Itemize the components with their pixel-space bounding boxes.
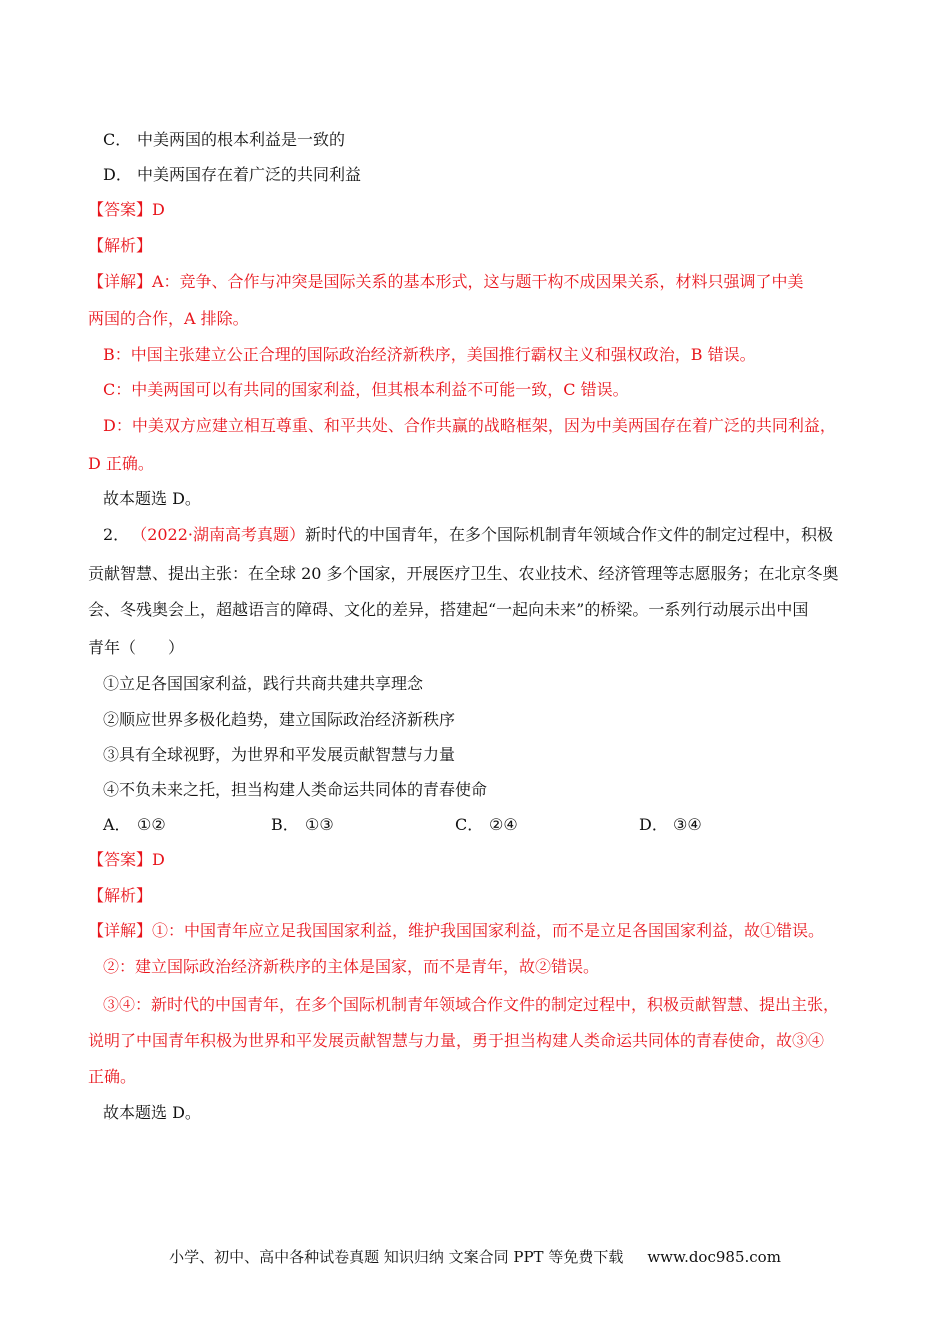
q2-detail-line: 【详解】①：中国青年应立足我国国家利益，维护我国国家利益，而不是立足各国国家利益，故①错误。: [88, 921, 825, 940]
q2-option-b: [271, 815, 334, 835]
option-letter: C．: [103, 130, 132, 149]
q1-analysis-heading: 【解析】: [88, 236, 153, 255]
q1-detail-line: D：中美双方应建立相互尊重、和平共处、合作共赢的战略框架，因为中美两国存在着广泛的共同利益，: [103, 416, 836, 435]
q2-statement: ①立足各国国家利益，践行共商共建共享理念: [103, 674, 424, 693]
option-text: ①③: [305, 815, 334, 834]
q2-detail-line: 正确。: [88, 1067, 137, 1086]
q2-stem-first-line: [103, 525, 878, 545]
q2-statement: ②顺应世界多极化趋势，建立国际政治经济新秩序: [103, 710, 456, 729]
q2-stem-line: 青年（ ）: [88, 638, 185, 657]
q2-stem-line: 会、冬残奥会上，超越语言的障碍、文化的差异，搭建起“一起向未来”的桥梁。一系列行动展示出中国: [88, 600, 809, 619]
option-letter: B．: [271, 815, 299, 834]
q1-conclusion: 故本题选 D。: [103, 489, 201, 508]
q2-detail-line: ②：建立国际政治经济新秩序的主体是国家，而不是青年，故②错误。: [103, 957, 600, 976]
q2-statement: ④不负未来之托，担当构建人类命运共同体的青春使命: [103, 780, 488, 799]
footer-text: 小学、初中、高中各种试卷真题 知识归纳 文案合同 PPT 等免费下载: [169, 1248, 624, 1266]
q1-detail-line: 两国的合作，A 排除。: [88, 309, 249, 328]
q2-option-c: [455, 815, 518, 835]
q2-option-d: [639, 815, 702, 835]
footer-url[interactable]: www.doc985.com: [647, 1248, 781, 1266]
option-text: ②④: [489, 815, 518, 834]
option-letter: A．: [103, 815, 131, 834]
q2-option-a: [103, 815, 166, 835]
q2-conclusion: 故本题选 D。: [103, 1103, 201, 1122]
q2-statement: ③具有全球视野，为世界和平发展贡献智慧与力量: [103, 745, 456, 764]
stem-text: 新时代的中国青年，在多个国际机制青年领域合作文件的制定过程中，积极: [305, 525, 834, 544]
q1-detail-line: B：中国主张建立公正合理的国际政治经济新秩序，美国推行霸权主义和强权政治，B 错误。: [103, 345, 756, 364]
q1-option-d: [103, 165, 878, 185]
q2-stem-line: 贡献智慧、提出主张：在全球 20 多个国家，开展医疗卫生、农业技术、经济管理等志愿服务；在北京冬奥: [88, 564, 839, 583]
q1-detail-line: D 正确。: [88, 454, 154, 473]
question-source: （2022·湖南高考真题）: [139, 525, 305, 544]
option-text: 中美两国的根本利益是一致的: [137, 130, 346, 149]
page-footer: [0, 1246, 950, 1267]
q2-detail-line: ③④：新时代的中国青年，在多个国际机制青年领域合作文件的制定过程中，积极贡献智慧、提出主张，: [103, 995, 840, 1014]
q2-detail-line: 说明了中国青年积极为世界和平发展贡献智慧与力量，勇于担当构建人类命运共同体的青春使命，故③④: [88, 1031, 825, 1050]
q1-detail-line: C：中美两国可以有共同的国家利益，但其根本利益不可能一致，C 错误。: [103, 380, 629, 399]
q1-option-c: [103, 130, 878, 150]
question-number: 2．: [103, 525, 130, 544]
q1-detail-line: 【详解】A：竞争、合作与冲突是国际关系的基本形式，这与题干构不成因果关系，材料只强调了中美: [88, 272, 804, 291]
q1-answer: 【答案】D: [88, 200, 165, 219]
q2-analysis-heading: 【解析】: [88, 886, 153, 905]
option-text: ③④: [673, 815, 702, 834]
option-letter: D．: [639, 815, 668, 834]
option-letter: D．: [103, 165, 132, 184]
option-text: 中美两国存在着广泛的共同利益: [137, 165, 362, 184]
option-letter: C．: [455, 815, 484, 834]
option-text: ①②: [137, 815, 166, 834]
q2-answer: 【答案】D: [88, 850, 165, 869]
